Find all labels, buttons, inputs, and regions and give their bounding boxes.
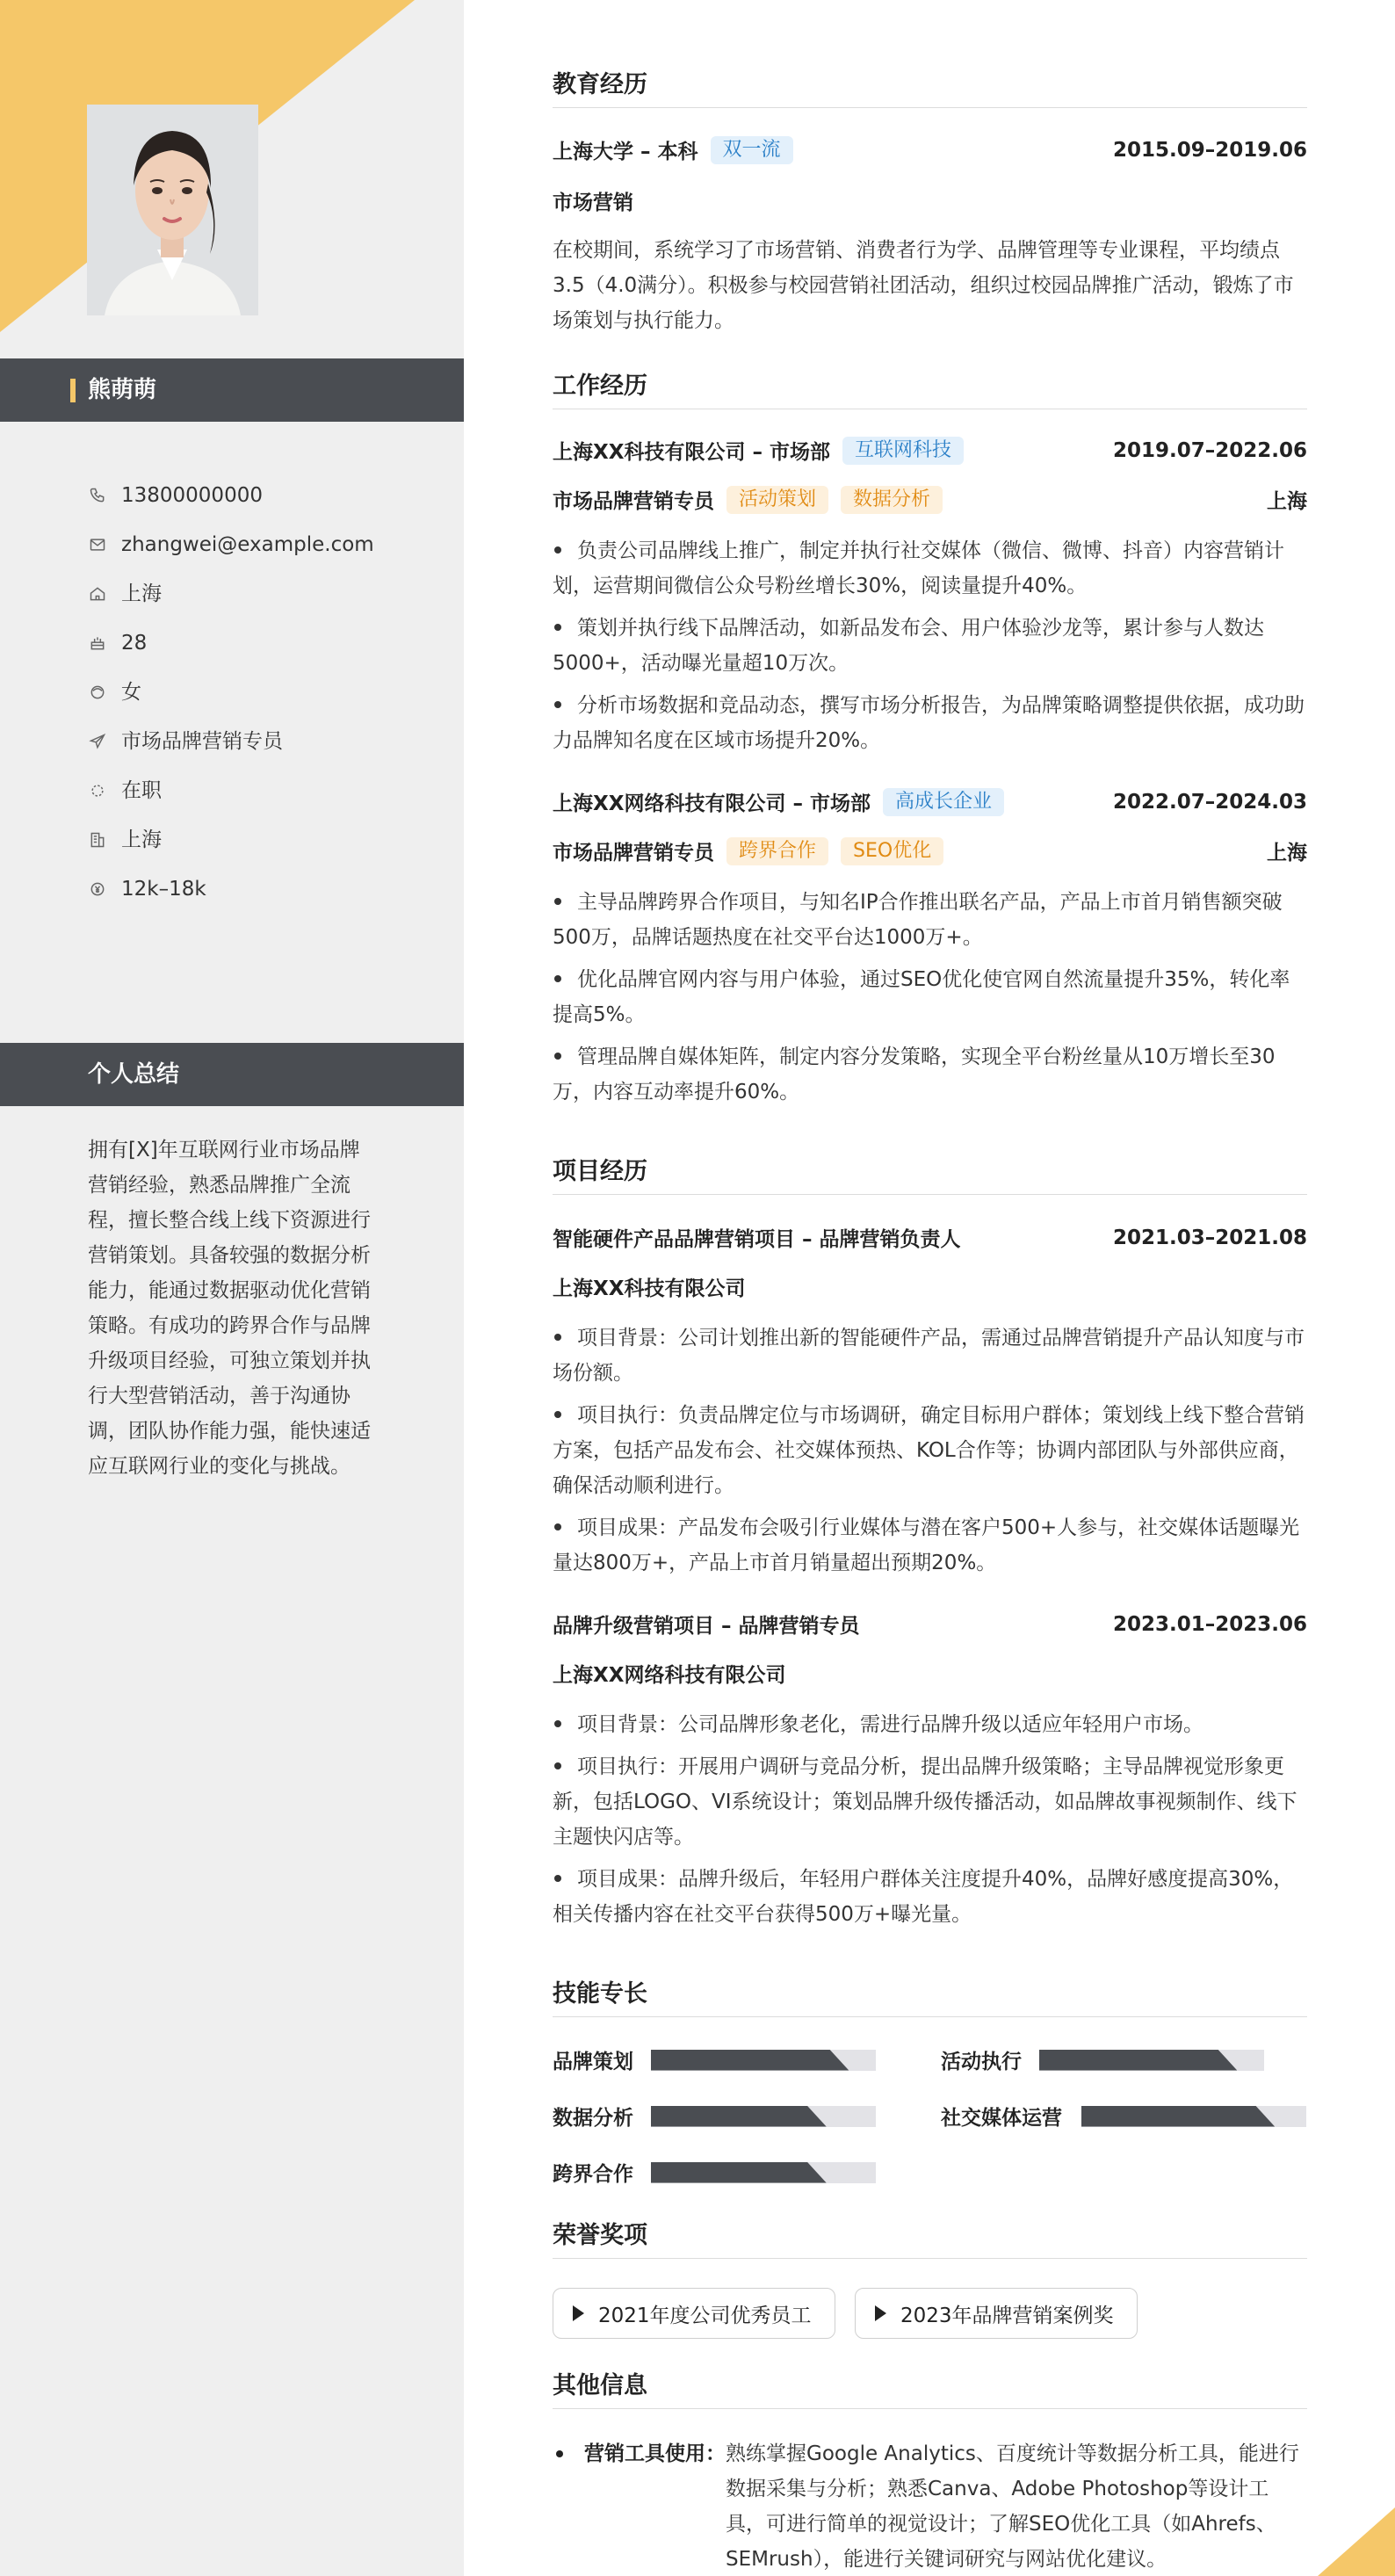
job-1-bullet-1: 负责公司品牌线上推广，制定并执行社交媒体（微信、微博、抖音）内容营销计划，运营期间微信公众号粉丝增长30%，阅读量提升40%。 [553, 539, 1284, 597]
job-1-header [553, 436, 1307, 465]
project-2-bullet-2: 项目执行：开展用户调研与竞品分析，提出品牌升级策略；主导品牌视觉形象更新，包括LOGO、VI系统设计；策划品牌升级传播活动，如品牌故事视频制作、线下主题快闪店等。 [553, 1755, 1297, 1849]
building-icon [88, 830, 107, 850]
gender-icon [88, 683, 107, 702]
summary-header [0, 1043, 464, 1106]
honors-section [553, 2219, 1307, 2259]
project-1-name: 智能硬件产品品牌营销项目 – 品牌营销负责人 [553, 1228, 961, 1251]
skills-section [553, 1978, 1307, 2017]
work-title: 工作经历 [553, 370, 1307, 409]
other-title: 其他信息 [553, 2370, 1307, 2409]
play-triangle-icon [875, 2305, 886, 2321]
project-1-bullet-2: 项目执行：负责品牌定位与市场调研，确定目标用户群体；策划线上线下整合营销方案，包括产品发布会、社交媒体预热、KOL合作等；协调内部团队与外部供应商，确保活动顺利进行。 [553, 1404, 1305, 1497]
job-1-city: 上海 [1267, 490, 1307, 513]
education-desc: 在校期间，系统学习了市场营销、消费者行为学、品牌管理等专业课程，平均绩点3.5（4.0满分）。积极参与校园营销社团活动，组织过校园品牌推广活动，锻炼了市场策划与执行能力。 [553, 239, 1294, 332]
job-2-bullet-1: 主导品牌跨界合作项目，与知名IP合作推出联名产品，产品上市首月销售额突破500万，品牌话题热度在社交平台达1000万+。 [553, 891, 1283, 949]
project-1-date: 2021.03–2021.08 [1112, 1226, 1307, 1249]
job-1-role: 市场品牌营销专员 [553, 490, 714, 513]
job-2-role-row [553, 836, 1307, 865]
job-2-tag-1: 跨界合作 [726, 837, 828, 865]
job-1-bullet-2: 策划并执行线下品牌活动，如新品发布会、用户体验沙龙等，累计参与人数达5000+，活动曝光量超10万次。 [553, 617, 1264, 675]
skill-event-execution: 活动执行 [941, 2045, 1264, 2074]
candidate-name: 熊萌萌 [88, 377, 157, 403]
project-2-company-row [553, 1659, 1307, 1688]
play-triangle-icon [573, 2305, 584, 2321]
avatar [87, 105, 258, 315]
project-1-bullet-1: 项目背景：公司计划推出新的智能硬件产品，需通过品牌营销提升产品认知度与市场份额。 [553, 1327, 1305, 1385]
skill-fill [651, 2050, 849, 2071]
summary-text: 拥有[X]年互联网行业市场品牌营销经验，熟悉品牌推广全流程，擅长整合线上线下资源进行营销策划。具备较强的数据分析能力，能通过数据驱动优化营销策略。有成功的跨界合作与品牌升级项目经验，可独立策划并执行大型营销活动，善于沟通协调，团队协作能力强，能快速适应互联网行业的变化与挑战。 [88, 1139, 371, 1478]
skill-social-media: 社交媒体运营 [941, 2102, 1306, 2131]
job-1-role-row [553, 485, 1307, 514]
job-2-city: 上海 [1267, 842, 1307, 865]
info-gender: 女 [88, 668, 457, 717]
job-2-role: 市场品牌营销专员 [553, 842, 714, 865]
job-2-company: 上海XX网络科技有限公司 – 市场部 [553, 792, 871, 815]
corner-decoration-bottom [1318, 2507, 1395, 2576]
job-2-bullet-3: 管理品牌自媒体矩阵，制定内容分发策略，实现全平台粉丝量从10万增长至30万，内容互动率提升60%。 [553, 1046, 1276, 1103]
skills-title: 技能专长 [553, 1978, 1307, 2017]
send-icon [88, 732, 107, 751]
name-accent [70, 379, 76, 402]
tools-label: 营销工具使用： [584, 2442, 726, 2465]
project-1-bullet-3: 项目成果：产品发布会吸引行业媒体与潜在客户500+人参与，社交媒体话题曝光量达800万+，产品上市首月销量超出预期20%。 [553, 1516, 1300, 1574]
education-header-row [553, 135, 1307, 164]
bullet-dot [556, 2450, 563, 2457]
job-1-bullet-3: 分析市场数据和竞品动态，撰写市场分析报告，为品牌策略调整提供依据，成功助力品牌知名度在区域市场提升20%。 [553, 694, 1305, 752]
project-1-header [553, 1223, 1307, 1252]
work-section [553, 370, 1307, 409]
job-1-industry-tag: 互联网科技 [842, 437, 964, 465]
mail-icon [88, 535, 107, 554]
skill-brand-planning: 品牌策划 [553, 2045, 876, 2074]
project-2-date: 2023.01–2023.06 [1112, 1612, 1307, 1636]
home-icon [88, 584, 107, 604]
job-2-header [553, 787, 1307, 816]
info-email: zhangwei@example.com [88, 520, 457, 569]
project-2-bullet-3: 项目成果：品牌升级后，年轻用户群体关注度提升40%，品牌好感度提高30%，相关传播内容在社交平台获得500万+曝光量。 [553, 1868, 1294, 1926]
job-1-date: 2019.07–2022.06 [1112, 438, 1307, 462]
project-2-company: 上海XX网络科技有限公司 [553, 1664, 786, 1687]
projects-title: 项目经历 [553, 1155, 1307, 1195]
summary-title: 个人总结 [88, 1061, 180, 1088]
major-row [553, 186, 1307, 215]
info-age: 28 [88, 619, 457, 668]
honor-badge-2: 2023年品牌营销案例奖 [855, 2288, 1138, 2339]
name-bar [0, 358, 464, 422]
info-status: 在职 [88, 766, 457, 815]
job-2-date: 2022.07–2024.03 [1112, 790, 1307, 814]
job-1-tag-2: 数据分析 [841, 486, 943, 514]
phone-icon [88, 486, 107, 505]
job-2-bullet-2: 优化品牌官网内容与用户体验，通过SEO优化使官网自然流量提升35%，转化率提高5%。 [553, 968, 1290, 1026]
contact-info-list [88, 471, 457, 914]
honor-badge-1: 2021年度公司优秀员工 [553, 2288, 835, 2339]
project-2-header [553, 1610, 1307, 1639]
other-tools-item [553, 2436, 1307, 2576]
skill-data-analysis: 数据分析 [553, 2102, 876, 2131]
skill-fill [651, 2106, 827, 2127]
skill-fill [1081, 2106, 1275, 2127]
info-city: 上海 [88, 815, 457, 865]
school-tag: 双一流 [711, 136, 793, 164]
major: 市场营销 [553, 192, 633, 214]
education-section [553, 69, 1307, 108]
skill-fill [1039, 2050, 1237, 2071]
project-1-company: 上海XX科技有限公司 [553, 1277, 746, 1300]
project-2-name: 品牌升级营销项目 – 品牌营销专员 [553, 1615, 860, 1638]
honors-title: 荣誉奖项 [553, 2219, 1307, 2259]
project-1-company-row [553, 1272, 1307, 1301]
info-phone: 13800000000 [88, 471, 457, 520]
skill-fill [651, 2162, 827, 2183]
info-location: 上海 [88, 569, 457, 619]
job-2-industry-tag: 高成长企业 [883, 788, 1004, 816]
sidebar [0, 0, 464, 2576]
other-section [553, 2370, 1307, 2409]
education-date: 2015.09–2019.06 [1112, 138, 1307, 162]
job-1-tag-1: 活动策划 [726, 486, 828, 514]
project-2-bullet-1: 项目背景：公司品牌形象老化，需进行品牌升级以适应年轻用户市场。 [553, 1707, 1307, 1742]
school-name: 上海大学 – 本科 [553, 141, 698, 163]
info-salary: 12k–18k [88, 865, 457, 914]
job-1-company: 上海XX科技有限公司 – 市场部 [553, 441, 830, 464]
job-2-tag-2: SEO优化 [841, 837, 943, 865]
education-title: 教育经历 [553, 69, 1307, 108]
info-position: 市场品牌营销专员 [88, 717, 457, 766]
salary-icon [88, 879, 107, 899]
skill-crossover: 跨界合作 [553, 2158, 876, 2187]
projects-section [553, 1155, 1307, 1195]
tools-value: 熟练掌握Google Analytics、百度统计等数据分析工具，能进行数据采集与分析；熟悉Canva、Adobe Photoshop等设计工具，可进行简单的视觉设计；了解SEO优化工具（如Ahrefs、SEMrush），能进行关键词研究与网站优化建议。 [726, 2442, 1299, 2571]
status-icon [88, 781, 107, 800]
cake-icon [88, 633, 107, 653]
